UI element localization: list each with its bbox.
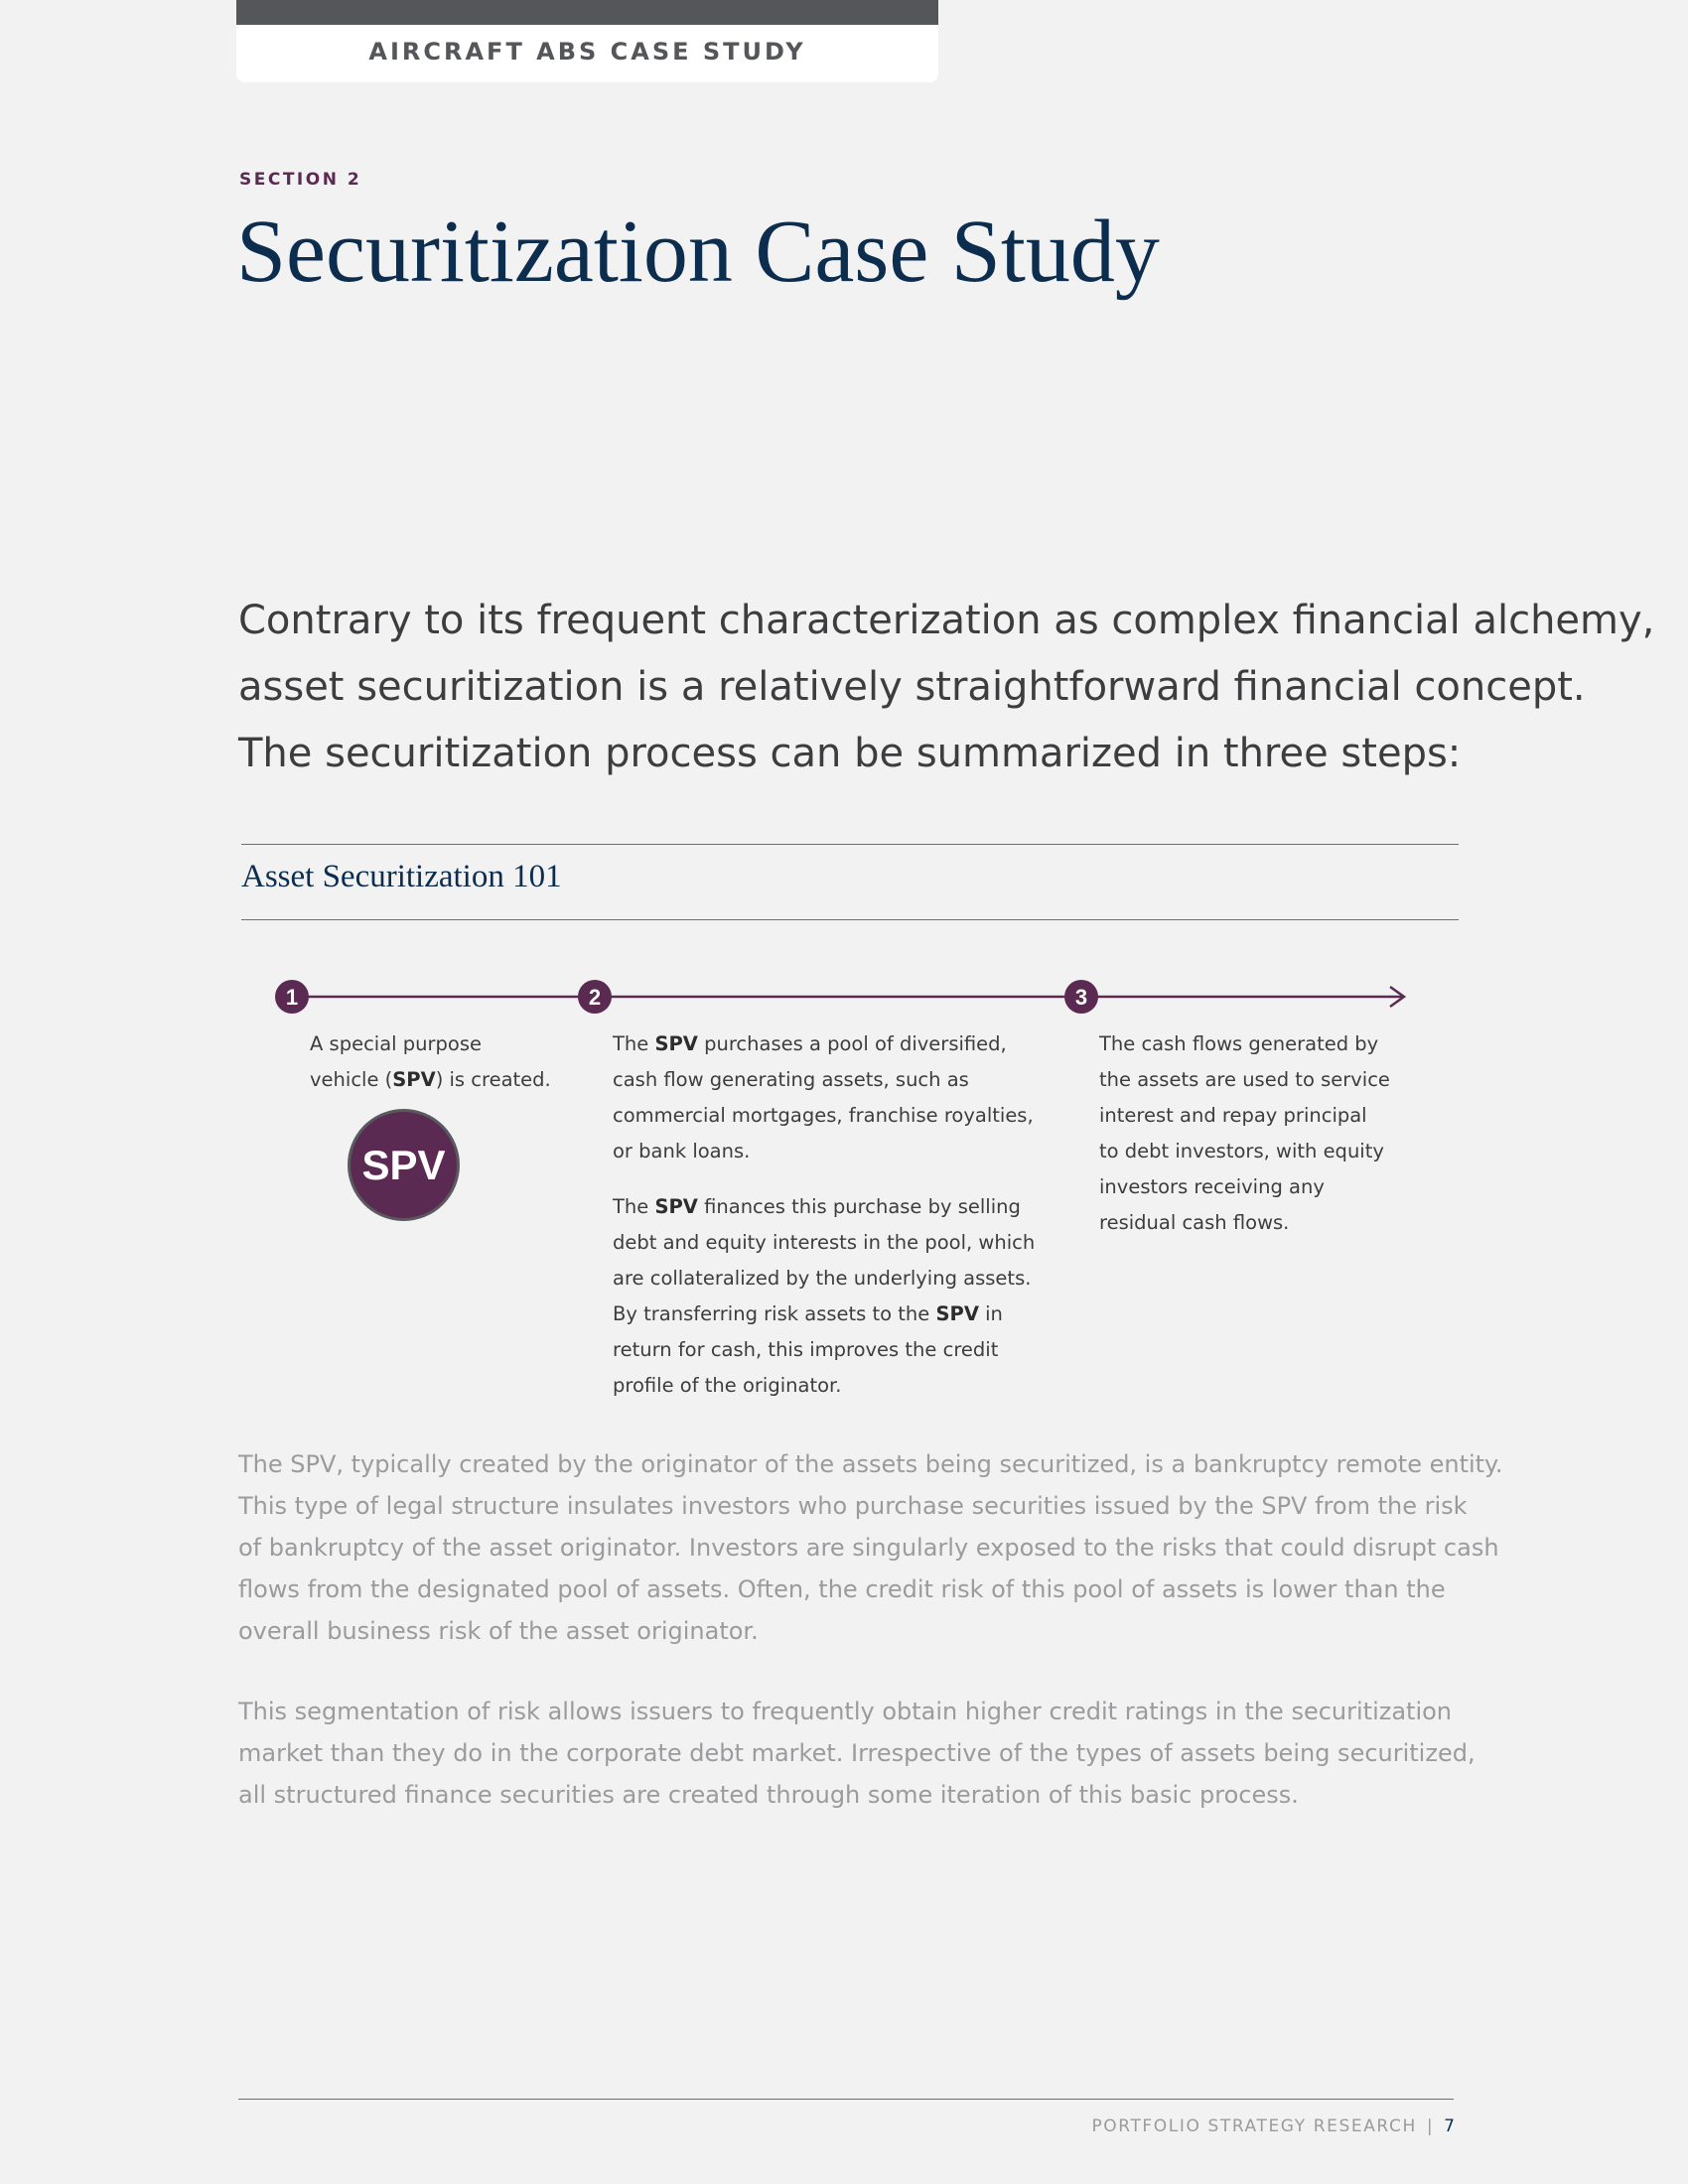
header-tab-label: AIRCRAFT ABS CASE STUDY: [368, 38, 806, 66]
page-number: 7: [1444, 2116, 1455, 2136]
page-title: Securitization Case Study: [236, 203, 1160, 301]
step-marker-1: [275, 980, 309, 1014]
body-line: This type of legal structure insulates investors who purchase securities issued by the SPV from the risk: [238, 1492, 1468, 1520]
body-line: The SPV, typically created by the originator of the assets being securitized, is a bankruptcy remote entity.: [238, 1450, 1503, 1478]
body-line: market than they do in the corporate debt market. Irrespective of the types of assets being securitized,: [238, 1739, 1476, 1767]
step-1-text: [310, 1026, 578, 1098]
step-2-text: [613, 1026, 1069, 1404]
step-marker-3: [1064, 980, 1098, 1014]
body-line: all structured finance securities are created through some iteration of this basic process.: [238, 1781, 1299, 1809]
body-line: This segmentation of risk allows issuers to frequently obtain higher credit ratings in the securitization: [238, 1698, 1453, 1725]
process-timeline: [0, 0, 1688, 1072]
footer-separator: |: [1426, 2116, 1435, 2136]
spv-term: SPV: [654, 1032, 698, 1055]
intro-line: The securitization process can be summarized in three steps:: [238, 731, 1462, 776]
step-paragraph: A special purpose vehicle (SPV) is created.: [310, 1032, 551, 1091]
body-line: of bankruptcy of the asset originator. Investors are singularly exposed to the risks that could disrupt cash: [238, 1534, 1499, 1562]
spv-term: SPV: [935, 1302, 979, 1325]
page-footer: [1091, 2116, 1455, 2136]
footer-rule: [238, 2099, 1454, 2100]
step-paragraph: The cash flows generated by the assets are used to service interest and repay principal to debt investors, with equity investors receiving any residual cash flows.: [1099, 1032, 1390, 1234]
step-paragraph: The SPV finances this purchase by selling debt and equity interests in the pool, which are collateralized by the underlying assets. By transferring risk assets to the SPV in return for cash, this improves the credit profile of the originator.: [613, 1195, 1036, 1397]
spv-term: SPV: [392, 1068, 436, 1091]
section-label: SECTION 2: [239, 170, 362, 190]
figure-title: Asset Securitization 101: [241, 859, 562, 894]
spv-term: SPV: [654, 1195, 698, 1218]
footer-label: PORTFOLIO STRATEGY RESEARCH: [1091, 2116, 1417, 2136]
step-number: 1: [285, 985, 299, 1010]
step-paragraph: The SPV purchases a pool of diversified, cash flow generating assets, such as commercial mortgages, franchise royalties, or bank loans.: [613, 1032, 1034, 1162]
intro-line: asset securitization is a relatively straightforward financial concept.: [238, 664, 1586, 710]
body-paragraph-1: [238, 1443, 1503, 1652]
step-3-text: [1099, 1026, 1427, 1241]
spv-badge: SPV: [348, 1109, 460, 1221]
body-paragraph-2: [238, 1691, 1479, 1816]
step-marker-2: [578, 980, 612, 1014]
body-line: overall business risk of the asset originator.: [238, 1617, 759, 1645]
step-number: 3: [1074, 985, 1088, 1010]
intro-line: Contrary to its frequent characterization as complex financial alchemy,: [238, 598, 1655, 643]
step-number: 2: [588, 985, 602, 1010]
body-line: flows from the designated pool of assets. Often, the credit risk of this pool of assets is lower than the: [238, 1575, 1446, 1603]
